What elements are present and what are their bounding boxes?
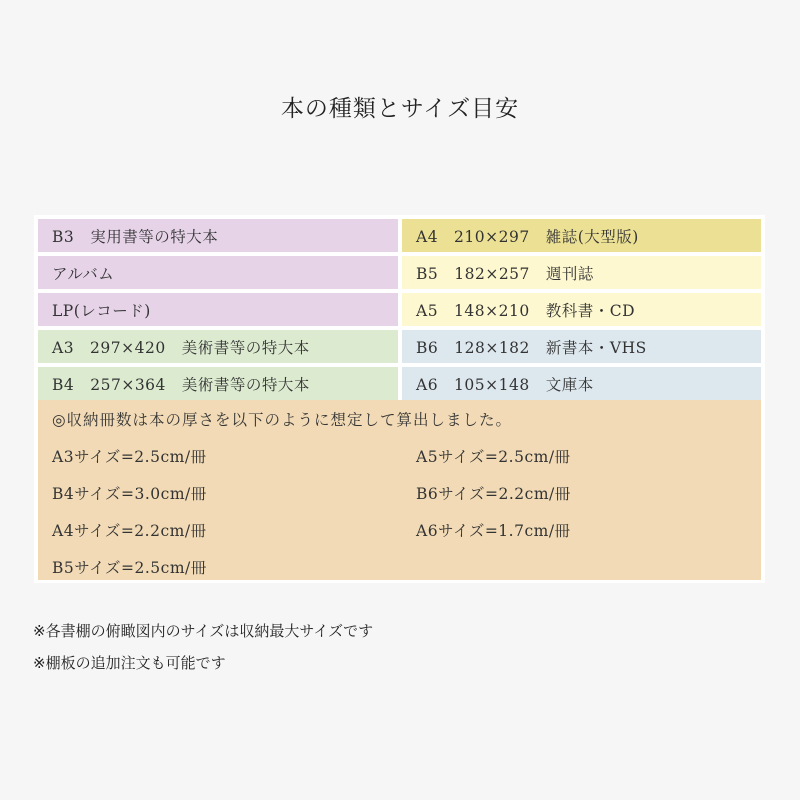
- book-size-table: [34, 215, 765, 583]
- size-cell-a3: A3 297×420 美術書等の特大本: [38, 330, 398, 363]
- note-item-a4: A4サイズ=2.2cm/冊: [52, 522, 207, 540]
- note-item-b5: B5サイズ=2.5cm/冊: [52, 559, 207, 577]
- note-item-b4: B4サイズ=3.0cm/冊: [52, 485, 207, 503]
- note-item-a5: A5サイズ=2.5cm/冊: [416, 448, 571, 466]
- footnote-extra-shelf: ※棚板の追加注文も可能です: [33, 654, 226, 672]
- note-item-a3: A3サイズ=2.5cm/冊: [52, 448, 207, 466]
- thickness-note-block: [38, 400, 761, 580]
- size-cell-b3: B3 実用書等の特大本: [38, 219, 398, 252]
- size-cell-b6: B6 128×182 新書本・VHS: [402, 330, 761, 363]
- note-item-a6: A6サイズ=1.7cm/冊: [416, 522, 571, 540]
- footnote-max-size: ※各書棚の俯瞰図内のサイズは収納最大サイズです: [33, 622, 374, 640]
- size-cell-album: アルバム: [38, 256, 398, 289]
- size-cell-b4: B4 257×364 美術書等の特大本: [38, 367, 398, 400]
- note-header: ◎収納冊数は本の厚さを以下のように想定して算出しました。: [52, 411, 513, 429]
- size-cell-a4: A4 210×297 雑誌(大型版): [402, 219, 761, 252]
- size-cell-b5: B5 182×257 週刊誌: [402, 256, 761, 289]
- note-item-b6: B6サイズ=2.2cm/冊: [416, 485, 571, 503]
- size-cell-a5: A5 148×210 教科書・CD: [402, 293, 761, 326]
- size-cell-a6: A6 105×148 文庫本: [402, 367, 761, 400]
- size-cell-lp: LP(レコード): [38, 293, 398, 326]
- page-title: 本の種類とサイズ目安: [280, 96, 520, 122]
